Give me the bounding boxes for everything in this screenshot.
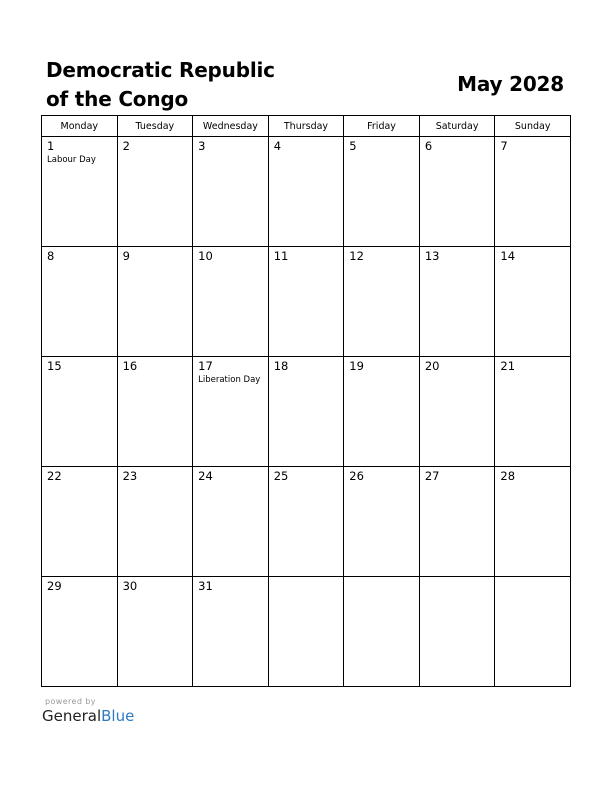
day-cell bbox=[42, 467, 118, 577]
empty-day-cell bbox=[268, 577, 344, 687]
day-number: 9 bbox=[122, 249, 130, 263]
calendar-grid bbox=[41, 115, 571, 687]
day-cell bbox=[268, 467, 344, 577]
brand-name-blue: Blue bbox=[101, 707, 135, 725]
day-cell bbox=[193, 247, 269, 357]
day-number: 26 bbox=[349, 469, 364, 483]
day-number: 16 bbox=[122, 359, 138, 373]
week-row bbox=[42, 247, 571, 357]
day-cell bbox=[495, 467, 571, 577]
powered-by-label: powered by bbox=[45, 697, 96, 706]
day-cell bbox=[344, 137, 420, 247]
weekday-header: Sunday bbox=[495, 116, 571, 137]
day-number: 10 bbox=[198, 249, 213, 263]
country-title-line1: Democratic Republic bbox=[46, 58, 275, 82]
weekday-header: Tuesday bbox=[117, 116, 193, 137]
weekday-header: Thursday bbox=[268, 116, 344, 137]
weekday-header-row bbox=[42, 116, 571, 137]
day-number: 27 bbox=[424, 469, 440, 483]
day-number: 5 bbox=[349, 139, 357, 153]
day-number: 2 bbox=[122, 139, 130, 153]
day-number: 30 bbox=[122, 579, 138, 593]
day-cell bbox=[117, 357, 193, 467]
day-number: 23 bbox=[122, 469, 138, 483]
day-cell bbox=[495, 357, 571, 467]
day-number: 6 bbox=[424, 139, 433, 153]
day-number: 28 bbox=[500, 469, 516, 483]
day-cell bbox=[193, 357, 269, 467]
day-number: 19 bbox=[349, 359, 364, 373]
day-cell bbox=[344, 247, 420, 357]
day-cell bbox=[344, 357, 420, 467]
week-row bbox=[42, 357, 571, 467]
day-number: 13 bbox=[424, 249, 440, 263]
day-cell bbox=[193, 137, 269, 247]
country-title bbox=[46, 56, 346, 114]
day-number: 21 bbox=[500, 359, 516, 373]
day-cell bbox=[268, 357, 344, 467]
day-cell bbox=[268, 137, 344, 247]
day-cell bbox=[42, 577, 118, 687]
day-cell bbox=[42, 357, 118, 467]
day-cell bbox=[42, 247, 118, 357]
holiday-label: Labour Day bbox=[47, 155, 96, 165]
day-number: 7 bbox=[500, 139, 508, 153]
day-cell bbox=[117, 467, 193, 577]
day-cell bbox=[268, 247, 344, 357]
day-cell bbox=[193, 577, 269, 687]
day-cell bbox=[193, 467, 269, 577]
day-number: 17 bbox=[198, 359, 213, 373]
day-number: 4 bbox=[273, 139, 282, 153]
day-cell bbox=[495, 247, 571, 357]
day-cell bbox=[117, 137, 193, 247]
day-cell bbox=[117, 247, 193, 357]
weekday-header: Monday bbox=[42, 116, 118, 137]
day-cell bbox=[419, 137, 495, 247]
day-cell bbox=[42, 137, 118, 247]
day-number: 29 bbox=[47, 579, 62, 593]
day-number: 18 bbox=[273, 359, 289, 373]
day-number: 11 bbox=[273, 249, 289, 263]
country-title-line2: of the Congo bbox=[46, 87, 189, 111]
day-number: 20 bbox=[424, 359, 440, 373]
day-number: 12 bbox=[349, 249, 364, 263]
day-number: 3 bbox=[198, 139, 206, 153]
day-cell bbox=[419, 467, 495, 577]
day-cell bbox=[495, 137, 571, 247]
day-number: 24 bbox=[198, 469, 213, 483]
weekday-header: Saturday bbox=[419, 116, 495, 137]
day-cell bbox=[419, 357, 495, 467]
empty-day-cell bbox=[344, 577, 420, 687]
holiday-label: Liberation Day bbox=[198, 375, 261, 385]
empty-day-cell bbox=[419, 577, 495, 687]
generalblue-logo bbox=[42, 707, 134, 725]
day-number: 8 bbox=[47, 249, 55, 263]
day-cell bbox=[117, 577, 193, 687]
day-number: 14 bbox=[500, 249, 516, 263]
week-row bbox=[42, 467, 571, 577]
day-number: 25 bbox=[273, 469, 289, 483]
weekday-header: Friday bbox=[344, 116, 420, 137]
weekday-header: Wednesday bbox=[193, 116, 269, 137]
day-number: 31 bbox=[198, 579, 213, 593]
week-row bbox=[42, 577, 571, 687]
brand-name-general: General bbox=[42, 707, 102, 725]
day-number: 1 bbox=[47, 139, 55, 153]
empty-day-cell bbox=[495, 577, 571, 687]
month-title: May 2028 bbox=[457, 72, 564, 96]
day-cell bbox=[344, 467, 420, 577]
day-number: 22 bbox=[47, 469, 62, 483]
week-row bbox=[42, 137, 571, 247]
footer bbox=[42, 697, 134, 725]
day-number: 15 bbox=[47, 359, 62, 373]
day-cell bbox=[419, 247, 495, 357]
